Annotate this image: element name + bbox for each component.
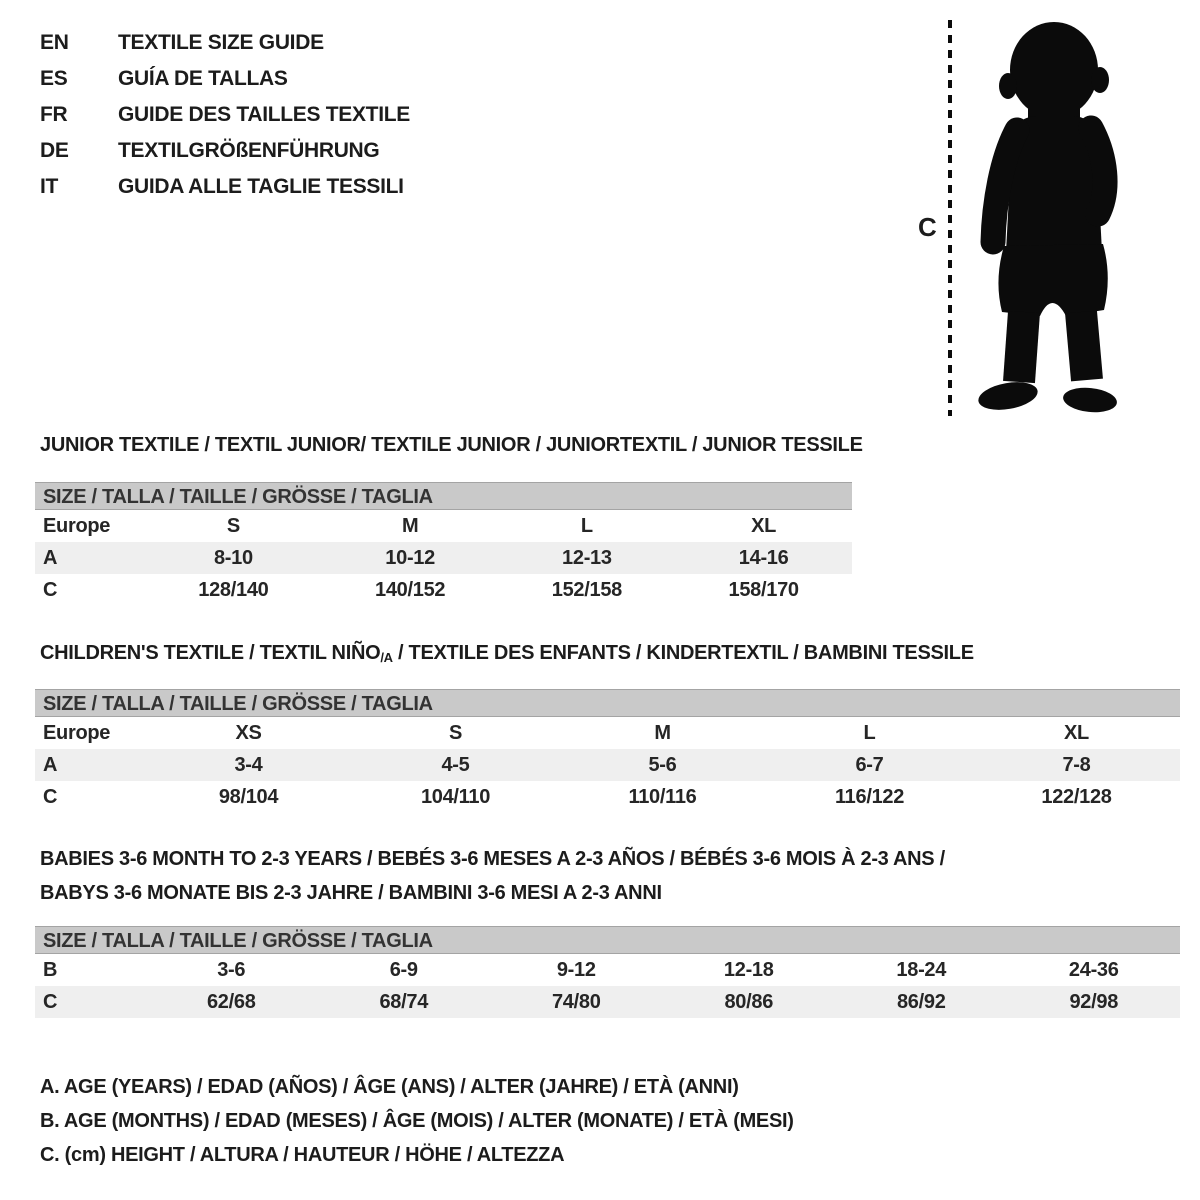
size-value: 86/92 — [896, 990, 946, 1013]
babies-size-table — [35, 926, 1180, 1018]
children-title-text: / TEXTILE DES ENFANTS / KINDERTEXTIL / BAMBINI TESSILE — [392, 642, 974, 664]
size-column-header: XL — [751, 514, 777, 537]
size-header-bar: SIZE / TALLA / TAILLE / GRÖSSE / TAGLIA — [35, 689, 1180, 717]
size-value: 122/128 — [1041, 785, 1112, 808]
region-column-header: Europe — [43, 514, 111, 537]
size-value: 98/104 — [218, 785, 279, 808]
junior-section-title: JUNIOR TEXTILE / TEXTIL JUNIOR/ TEXTILE JUNIOR / JUNIORTEXTIL / JUNIOR TESSILE — [40, 434, 863, 456]
size-value: 116/122 — [834, 785, 905, 808]
size-column-header: S — [448, 721, 463, 744]
language-row — [40, 169, 410, 205]
height-dashed-line — [948, 20, 952, 416]
language-label: GUÍA DE TALLAS — [118, 67, 288, 90]
toddler-silhouette-icon — [962, 16, 1142, 420]
size-value: 74/80 — [551, 990, 601, 1013]
language-label: GUIDA ALLE TAGLIE TESSILI — [118, 175, 404, 198]
size-value: 68/74 — [379, 990, 429, 1013]
size-column-header: M — [654, 721, 671, 744]
babies-section-title-line2: BABYS 3-6 MONATE BIS 2-3 JAHRE / BAMBINI 3-6 MESI A 2-3 ANNI — [40, 882, 662, 904]
size-column-header: XS — [235, 721, 262, 744]
table-row — [35, 574, 852, 606]
size-value: 6-9 — [389, 958, 418, 981]
language-row — [40, 61, 410, 97]
row-label: B — [43, 958, 58, 981]
size-value: 140/152 — [375, 578, 446, 601]
size-column-header: S — [226, 514, 240, 537]
size-value: 24-36 — [1068, 958, 1119, 981]
junior-size-table — [35, 482, 852, 606]
language-list — [40, 25, 410, 205]
children-title-text: CHILDREN'S TEXTILE / TEXTIL NIÑO — [40, 642, 381, 664]
row-label: C — [43, 990, 58, 1013]
size-value: 80/86 — [724, 990, 774, 1013]
size-value: 152/158 — [551, 578, 622, 601]
size-column-header: M — [401, 514, 419, 537]
size-value: 3-4 — [234, 753, 263, 776]
language-code: DE — [40, 139, 69, 162]
row-label: A — [43, 546, 58, 569]
language-row — [40, 25, 410, 61]
height-measure-figure — [900, 0, 1170, 430]
legend-line-a: A. AGE (YEARS) / EDAD (AÑOS) / ÂGE (ANS) / ALTER (JAHRE) / ETÀ (ANNI) — [40, 1076, 739, 1098]
size-value: 12-13 — [562, 546, 612, 569]
size-value: 7-8 — [1062, 753, 1091, 776]
size-header-bar: SIZE / TALLA / TAILLE / GRÖSSE / TAGLIA — [35, 926, 1180, 954]
children-title-subscript: /A — [380, 650, 393, 665]
size-value: 110/116 — [628, 785, 697, 808]
size-value: 3-6 — [217, 958, 246, 981]
language-row — [40, 97, 410, 133]
size-column-header: L — [863, 721, 876, 744]
size-value: 4-5 — [441, 753, 470, 776]
size-value: 18-24 — [896, 958, 947, 981]
language-label: GUIDE DES TAILLES TEXTILE — [118, 103, 410, 126]
height-measure-label: C — [918, 212, 937, 242]
size-header-bar: SIZE / TALLA / TAILLE / GRÖSSE / TAGLIA — [35, 482, 852, 510]
language-code: ES — [40, 67, 68, 90]
legend-line-c: C. (cm) HEIGHT / ALTURA / HAUTEUR / HÖHE / ALTEZZA — [40, 1144, 565, 1166]
size-value: 62/68 — [206, 990, 256, 1013]
size-value: 8-10 — [213, 546, 253, 569]
size-column-header: L — [580, 514, 593, 537]
row-label: C — [43, 785, 58, 808]
size-value: 12-18 — [723, 958, 774, 981]
table-row — [35, 749, 1180, 781]
size-value: 10-12 — [385, 546, 435, 569]
babies-section-title-line1: BABIES 3-6 MONTH TO 2-3 YEARS / BEBÉS 3-6 MESES A 2-3 AÑOS / BÉBÉS 3-6 MOIS À 2-3 ANS / — [40, 848, 945, 870]
size-value: 158/170 — [728, 578, 799, 601]
size-value: 6-7 — [855, 753, 884, 776]
size-value: 9-12 — [556, 958, 596, 981]
legend — [40, 1070, 794, 1172]
table-row — [35, 986, 1180, 1018]
language-code: FR — [40, 103, 68, 126]
table-row — [35, 954, 1180, 986]
size-value: 92/98 — [1069, 990, 1119, 1013]
row-label: A — [43, 753, 58, 776]
language-code: EN — [40, 31, 69, 54]
table-header-row — [35, 510, 852, 542]
region-column-header: Europe — [43, 721, 111, 744]
table-row — [35, 542, 852, 574]
children-size-table — [35, 689, 1180, 813]
table-row — [35, 781, 1180, 813]
legend-line-b: B. AGE (MONTHS) / EDAD (MESES) / ÂGE (MOIS) / ALTER (MONATE) / ETÀ (MESI) — [40, 1110, 794, 1132]
language-code: IT — [40, 175, 59, 198]
size-value: 104/110 — [420, 785, 491, 808]
size-value: 5-6 — [648, 753, 677, 776]
children-section-title — [40, 642, 974, 665]
row-label: C — [43, 578, 58, 601]
language-label: TEXTILE SIZE GUIDE — [118, 31, 324, 54]
language-label: TEXTILGRÖßENFÜHRUNG — [118, 139, 380, 162]
size-column-header: XL — [1064, 721, 1089, 744]
size-value: 128/140 — [198, 578, 269, 601]
language-row — [40, 133, 410, 169]
size-value: 14-16 — [738, 546, 789, 569]
table-header-row — [35, 717, 1180, 749]
